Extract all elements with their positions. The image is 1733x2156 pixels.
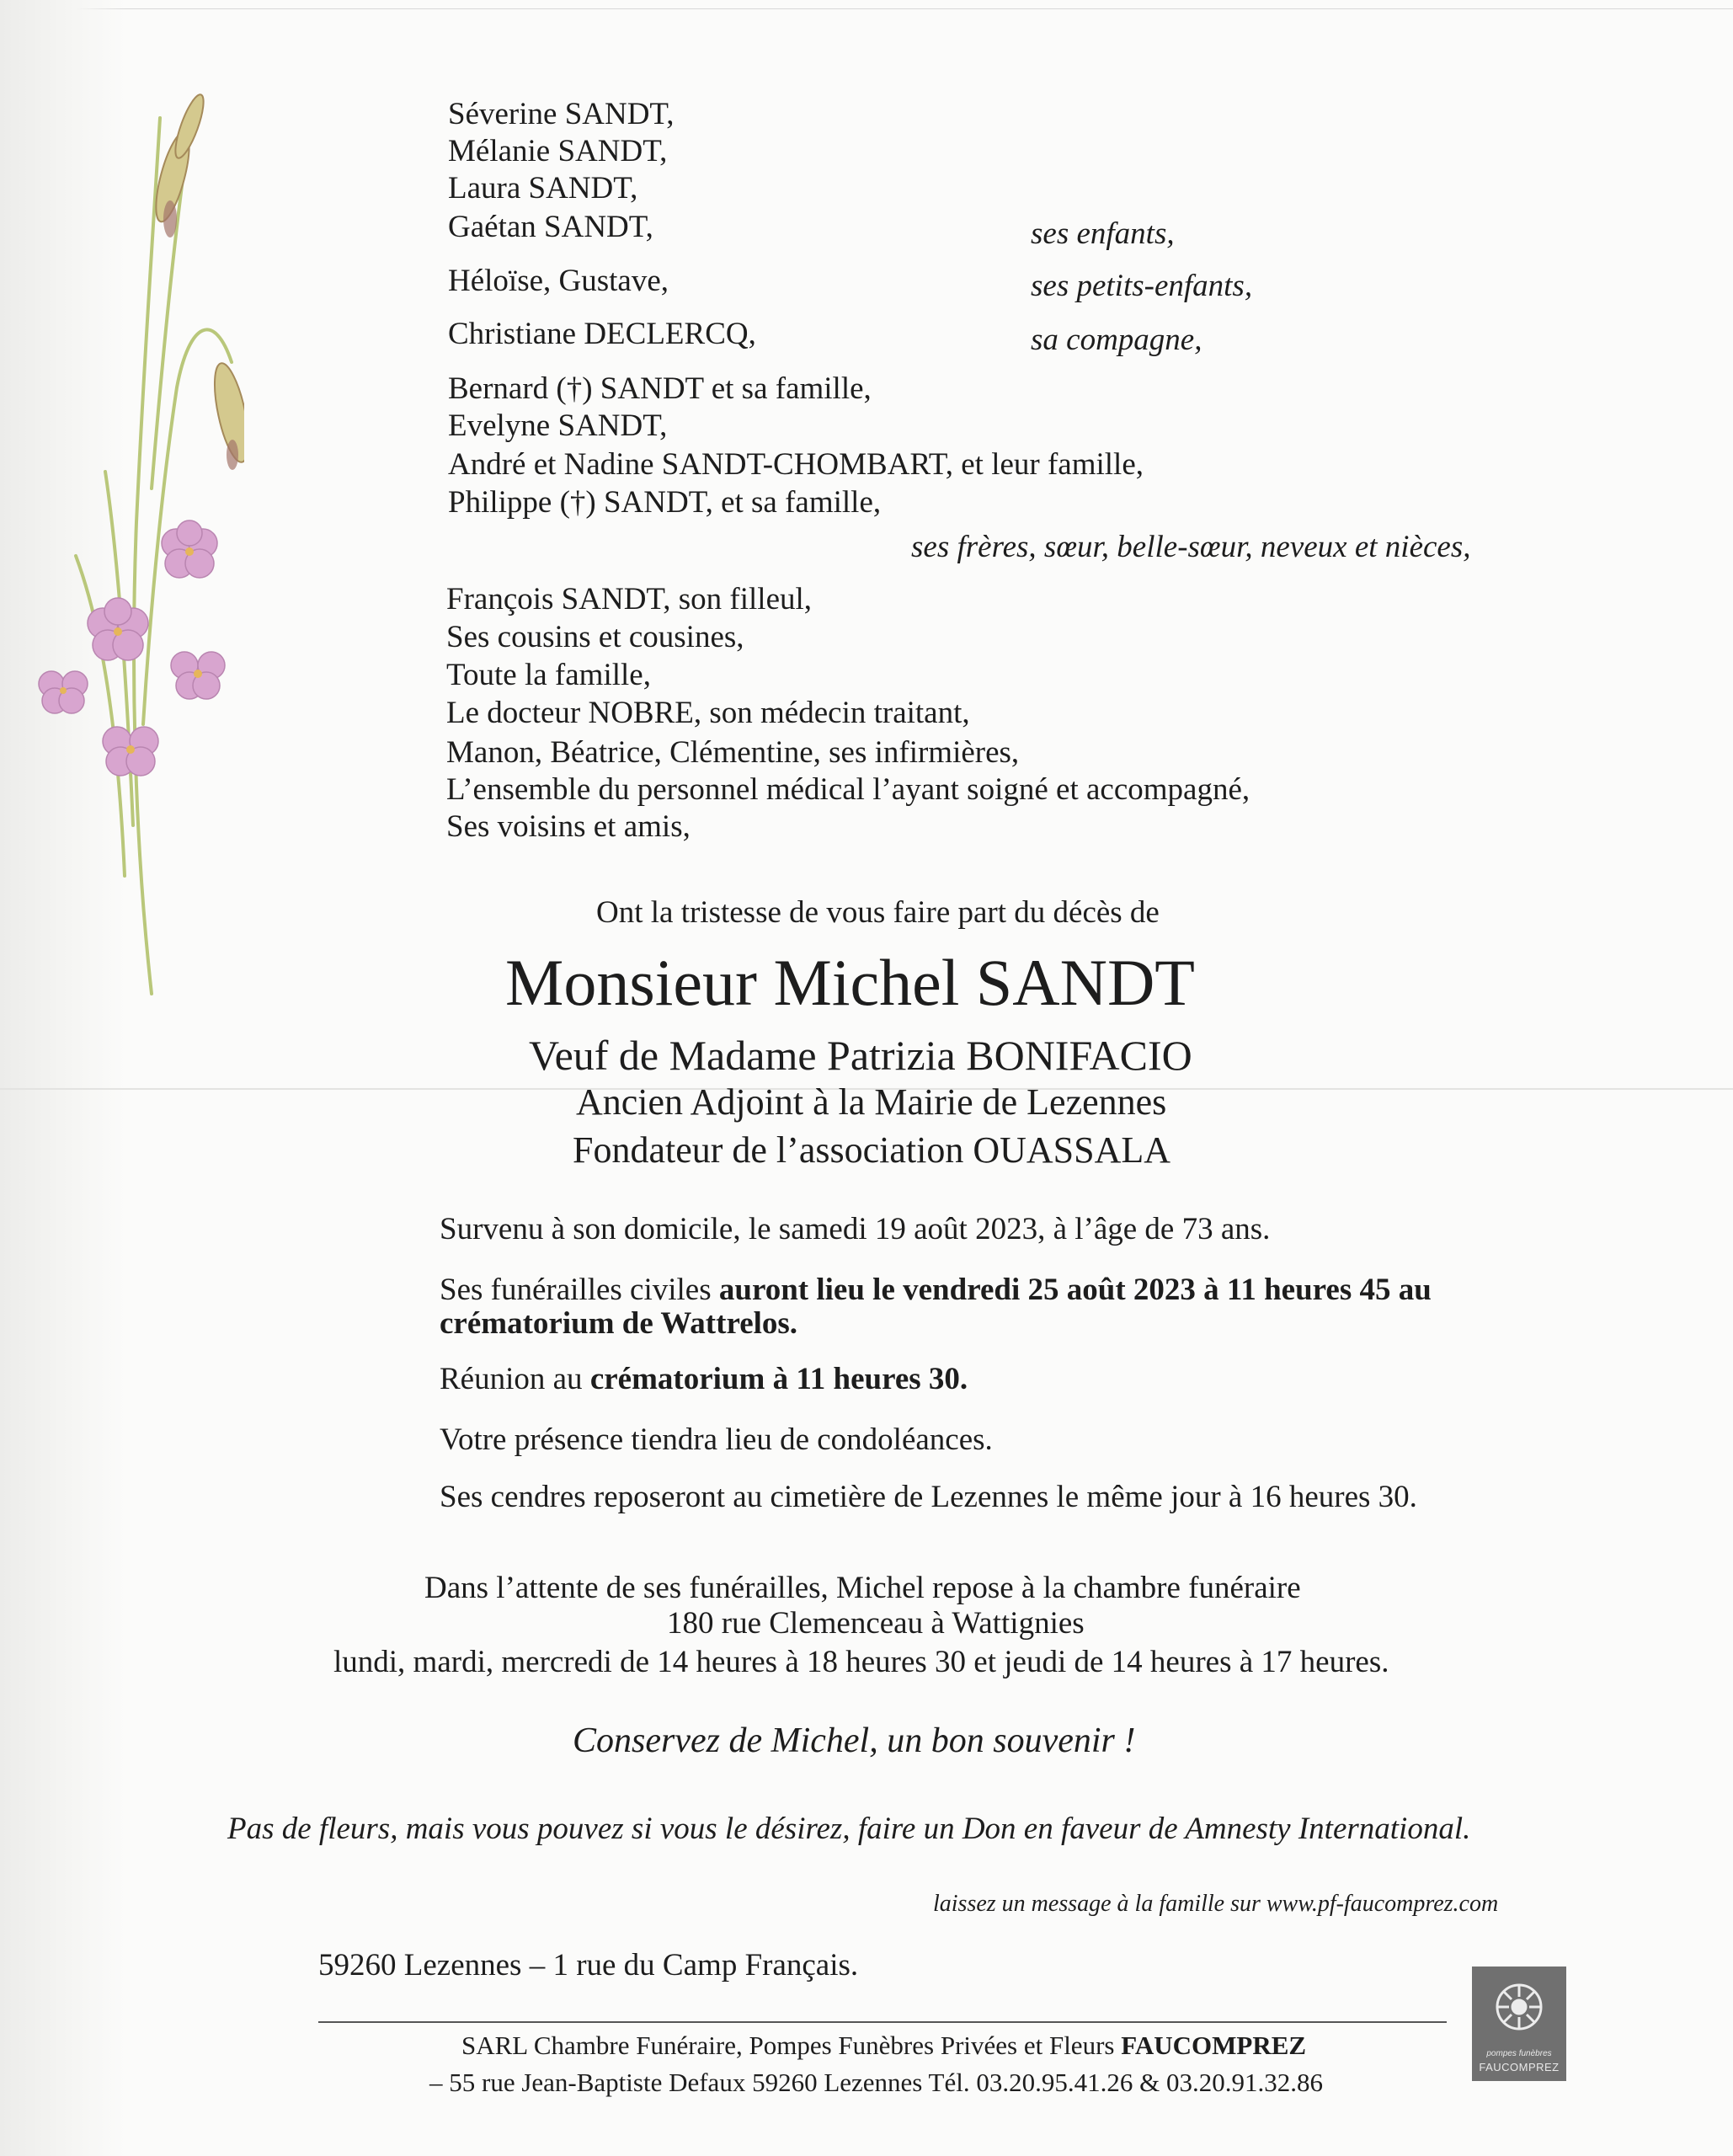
condolences-info: Votre présence tiendra lieu de condoléances. bbox=[440, 1422, 993, 1457]
grandchildren: Héloïse, Gustave, bbox=[448, 264, 669, 298]
sibling: Philippe (†) SANDT, et sa famille, bbox=[448, 485, 882, 520]
viewing-line: Dans l’attente de ses funérailles, Michel repose à la chambre funéraire bbox=[424, 1571, 1301, 1605]
funeral-location: crématorium de Wattrelos. bbox=[440, 1306, 798, 1341]
grandchildren-role: ses petits-enfants, bbox=[1031, 269, 1253, 303]
other-mourner: L’ensemble du personnel médical l’ayant soigné et accompagné, bbox=[446, 772, 1250, 807]
wheat-flowers-illustration bbox=[25, 84, 244, 1011]
souvenir-message: Conservez de Michel, un bon souvenir ! bbox=[573, 1721, 1136, 1760]
other-mourner: François SANDT, son filleul, bbox=[446, 582, 813, 616]
other-mourner: Manon, Béatrice, Clémentine, ses infirmières, bbox=[446, 735, 1020, 770]
donation-message: Pas de fleurs, mais vous pouvez si vous le désirez, faire un Don en faveur de Amnesty International. bbox=[227, 1812, 1471, 1846]
founder-line: Fondateur de l’association OUASSALA bbox=[573, 1129, 1171, 1171]
logo-subtitle: pompes funèbres bbox=[1486, 2049, 1552, 2058]
family-member: Laura SANDT, bbox=[448, 171, 638, 205]
sibling: Evelyne SANDT, bbox=[448, 408, 668, 443]
former-deputy-line: Ancien Adjoint à la Mairie de Lezennes bbox=[576, 1081, 1167, 1123]
announcement-intro: Ont la tristesse de vous faire part du décès de bbox=[596, 895, 1160, 930]
siblings-role: ses frères, sœur, belle-sœur, neveux et nièces, bbox=[911, 530, 1471, 564]
other-mourner: Ses cousins et cousines, bbox=[446, 620, 744, 654]
other-mourner: Le docteur NOBRE, son médecin traitant, bbox=[446, 696, 970, 730]
footer-divider bbox=[318, 2021, 1447, 2023]
other-mourner: Ses voisins et amis, bbox=[446, 809, 691, 844]
deceased-name: Monsieur Michel SANDT bbox=[505, 946, 1195, 1019]
companion: Christiane DECLERCQ, bbox=[448, 317, 756, 351]
footer-company: SARL Chambre Funéraire, Pompes Funèbres Privées et Fleurs FAUCOMPREZ bbox=[461, 2031, 1307, 2060]
other-mourner: Toute la famille, bbox=[446, 658, 651, 692]
logo-name: FAUCOMPREZ bbox=[1479, 2061, 1560, 2073]
family-member: Gaétan SANDT, bbox=[448, 210, 653, 244]
faucomprez-logo bbox=[1472, 1967, 1566, 2081]
flower-emblem-icon bbox=[1472, 1967, 1566, 2047]
sibling: André et Nadine SANDT-CHOMBART, et leur famille, bbox=[448, 447, 1144, 482]
sibling: Bernard (†) SANDT et sa famille, bbox=[448, 371, 872, 406]
viewing-address: 180 rue Clemenceau à Wattignies bbox=[667, 1606, 1085, 1641]
family-address: 59260 Lezennes – 1 rue du Camp Français. bbox=[318, 1948, 859, 1983]
meeting-info: Réunion au crématorium à 11 heures 30. bbox=[440, 1362, 968, 1396]
page-top-edge bbox=[0, 8, 1733, 9]
footer-contact: – 55 rue Jean-Baptiste Defaux 59260 Lezennes Tél. 03.20.95.41.26 & 03.20.91.32.86 bbox=[429, 2068, 1323, 2097]
widower-line: Veuf de Madame Patrizia BONIFACIO bbox=[529, 1032, 1192, 1079]
family-member: Séverine SANDT, bbox=[448, 97, 675, 131]
family-member: Mélanie SANDT, bbox=[448, 134, 668, 168]
death-info: Survenu à son domicile, le samedi 19 août 2023, à l’âge de 73 ans. bbox=[440, 1212, 1271, 1246]
children-role: ses enfants, bbox=[1031, 216, 1175, 251]
companion-role: sa compagne, bbox=[1031, 323, 1202, 357]
website-message: laissez un message à la famille sur www.pf-faucomprez.com bbox=[933, 1891, 1499, 1917]
viewing-hours: lundi, mardi, mercredi de 14 heures à 18 heures 30 et jeudi de 14 heures à 17 heures. bbox=[333, 1645, 1389, 1679]
ashes-info: Ses cendres reposeront au cimetière de Lezennes le même jour à 16 heures 30. bbox=[440, 1480, 1417, 1514]
funeral-info: Ses funérailles civiles auront lieu le vendredi 25 août 2023 à 11 heures 45 au bbox=[440, 1273, 1432, 1307]
